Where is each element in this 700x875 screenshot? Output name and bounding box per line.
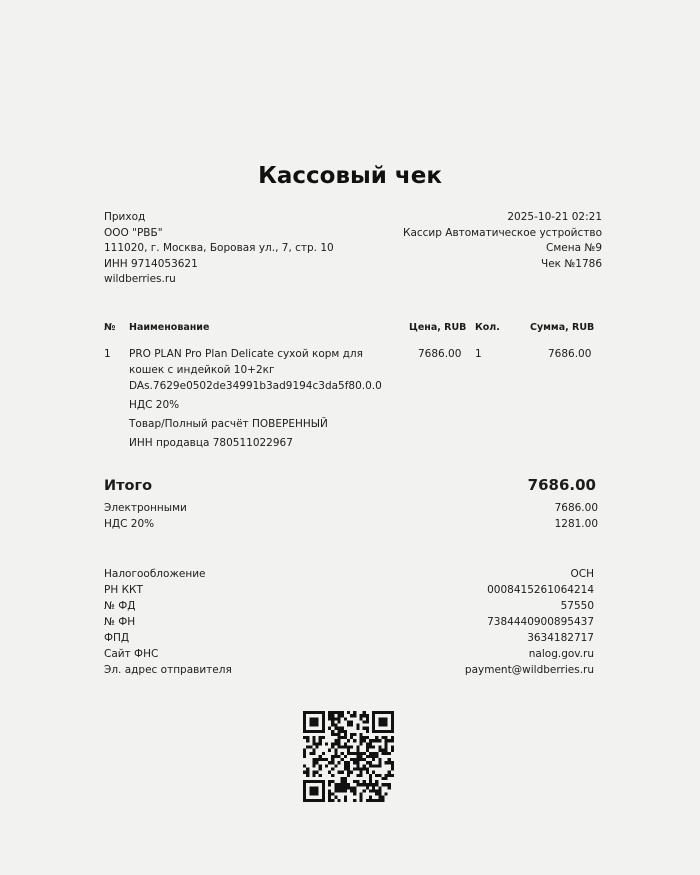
fiscal-label: ФПД — [104, 632, 130, 644]
company-inn: ИНН 9714053621 — [104, 257, 198, 270]
col-header-price: Цена, RUB — [409, 322, 467, 333]
seller-info — [104, 210, 334, 288]
fiscal-label: Эл. адрес отправителя — [104, 664, 232, 676]
fiscal-label: Сайт ФНС — [104, 648, 159, 660]
item-price: 7686.00 — [418, 348, 462, 360]
fiscal-row-rn-kkt — [104, 584, 594, 600]
fiscal-row-fn — [104, 616, 594, 632]
fiscal-value: 3634182717 — [527, 632, 594, 644]
fiscal-row-fd — [104, 600, 594, 616]
item-description — [129, 346, 394, 451]
item-seller-inn: ИНН продавца 780511022967 — [129, 437, 293, 449]
shift-number: Смена №9 — [546, 242, 602, 254]
fiscal-value: nalog.gov.ru — [528, 648, 594, 660]
fiscal-value: 7384440900895437 — [487, 616, 594, 628]
fiscal-label: РН ККТ — [104, 584, 143, 596]
receipt-title: Кассовый чек — [258, 163, 442, 189]
col-header-qty: Кол. — [475, 322, 500, 333]
col-header-num: № — [104, 322, 116, 333]
electronic-value: 7686.00 — [554, 502, 598, 514]
item-vat: НДС 20% — [129, 399, 180, 411]
company-address: 111020, г. Москва, Боровая ул., 7, стр. 10 — [104, 242, 334, 254]
check-number: Чек №1786 — [541, 257, 602, 270]
col-header-sum: Сумма, RUB — [530, 322, 595, 333]
fiscal-row-taxation — [104, 568, 594, 584]
cashier: Кассир Автоматическое устройство — [403, 226, 602, 239]
item-qty: 1 — [475, 348, 482, 360]
col-header-name: Наименование — [129, 322, 210, 333]
fiscal-row-sender-email — [104, 664, 594, 680]
item-sum: 7686.00 — [548, 348, 592, 360]
company-name: ООО "РВБ" — [104, 226, 163, 239]
vat-total-value: 1281.00 — [554, 518, 598, 530]
shift-info — [403, 210, 602, 272]
electronic-label: Электронными — [104, 502, 187, 514]
item-name: PRO PLAN Pro Plan Delicate сухой корм для кошек с индейкой 10+2кг — [129, 348, 363, 376]
item-payment-type: Товар/Полный расчёт ПОВЕРЕННЫЙ — [129, 418, 328, 430]
item-num: 1 — [104, 348, 111, 360]
operation-type: Приход — [104, 211, 146, 223]
vat-total-label: НДС 20% — [104, 518, 155, 530]
fiscal-label: № ФД — [104, 600, 136, 612]
fiscal-value: 57550 — [560, 600, 594, 612]
item-code: DAs.7629e0502de34991b3ad9194c3da5f80.0.0 — [129, 380, 382, 392]
fiscal-row-fns-site — [104, 648, 594, 664]
fiscal-label: № ФН — [104, 616, 136, 628]
fiscal-value: payment@wildberries.ru — [464, 664, 594, 676]
vat-total-row — [104, 518, 598, 534]
receipt-datetime: 2025-10-21 02:21 — [507, 211, 602, 223]
fiscal-row-fpd — [104, 632, 594, 648]
total-value: 7686.00 — [527, 476, 596, 494]
fiscal-value: 0008415261064214 — [487, 584, 594, 596]
fiscal-label: Налогообложение — [104, 568, 206, 580]
total-label: Итого — [104, 478, 153, 494]
fiscal-value: ОСН — [570, 568, 594, 580]
company-site: wildberries.ru — [104, 273, 176, 285]
electronic-row — [104, 502, 598, 518]
qr-code-icon — [303, 711, 394, 802]
